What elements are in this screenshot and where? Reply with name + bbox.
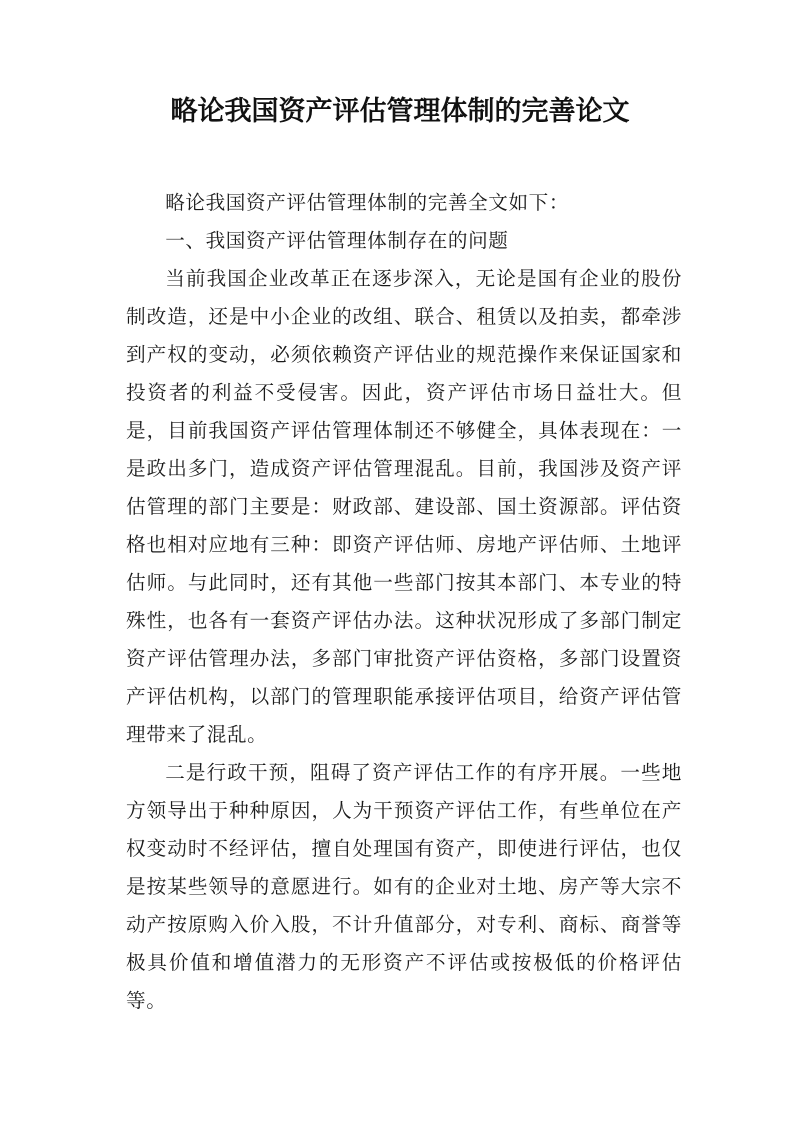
document-title: 略论我国资产评估管理体制的完善论文 — [170, 96, 630, 127]
body-paragraph: 二是行政干预，阻碍了资产评估工作的有序开展。一些地方领导出于种种原因，人为干预资产评估工作，有些单位在产权变动时不经评估，擅自处理国有资产，即使进行评估，也仅是按某些领导的意愿进行。如有的企业对土地、房产等大宗不动产按原购入价入股，不计升值部分，对专利、商标、商誉等极具价值和增值潜力的无形资产不评估或按极低的价格评估等。 — [126, 761, 682, 1012]
section-heading: 一、我国资产评估管理体制存在的问题 — [165, 229, 509, 252]
document-body — [126, 184, 682, 1020]
body-paragraph: 当前我国企业改革正在逐步深入，无论是国有企业的股份制改造，还是中小企业的改组、联合、租赁以及拍卖，都牵涉到产权的变动，必须依赖资产评估业的规范操作来保证国家和投资者的利益不受侵害。因此，资产评估市场日益壮大。但是，目前我国资产评估管理体制还不够健全，具体表现在：一是政出多门，造成资产评估管理混乱。目前，我国涉及资产评估管理的部门主要是：财政部、建设部、国土资源部。评估资格也相对应地有三种：即资产评估师、房地产评估师、土地评估师。与此同时，还有其他一些部门按其本部门、本专业的特殊性，也各有一套资产评估办法。这种状况形成了多部门制定资产评估管理办法，多部门审批资产评估资格，多部门设置资产评估机构，以部门的管理职能承接评估项目，给资产评估管理带来了混乱。 — [126, 267, 682, 746]
intro-paragraph: 略论我国资产评估管理体制的完善全文如下： — [165, 191, 570, 214]
